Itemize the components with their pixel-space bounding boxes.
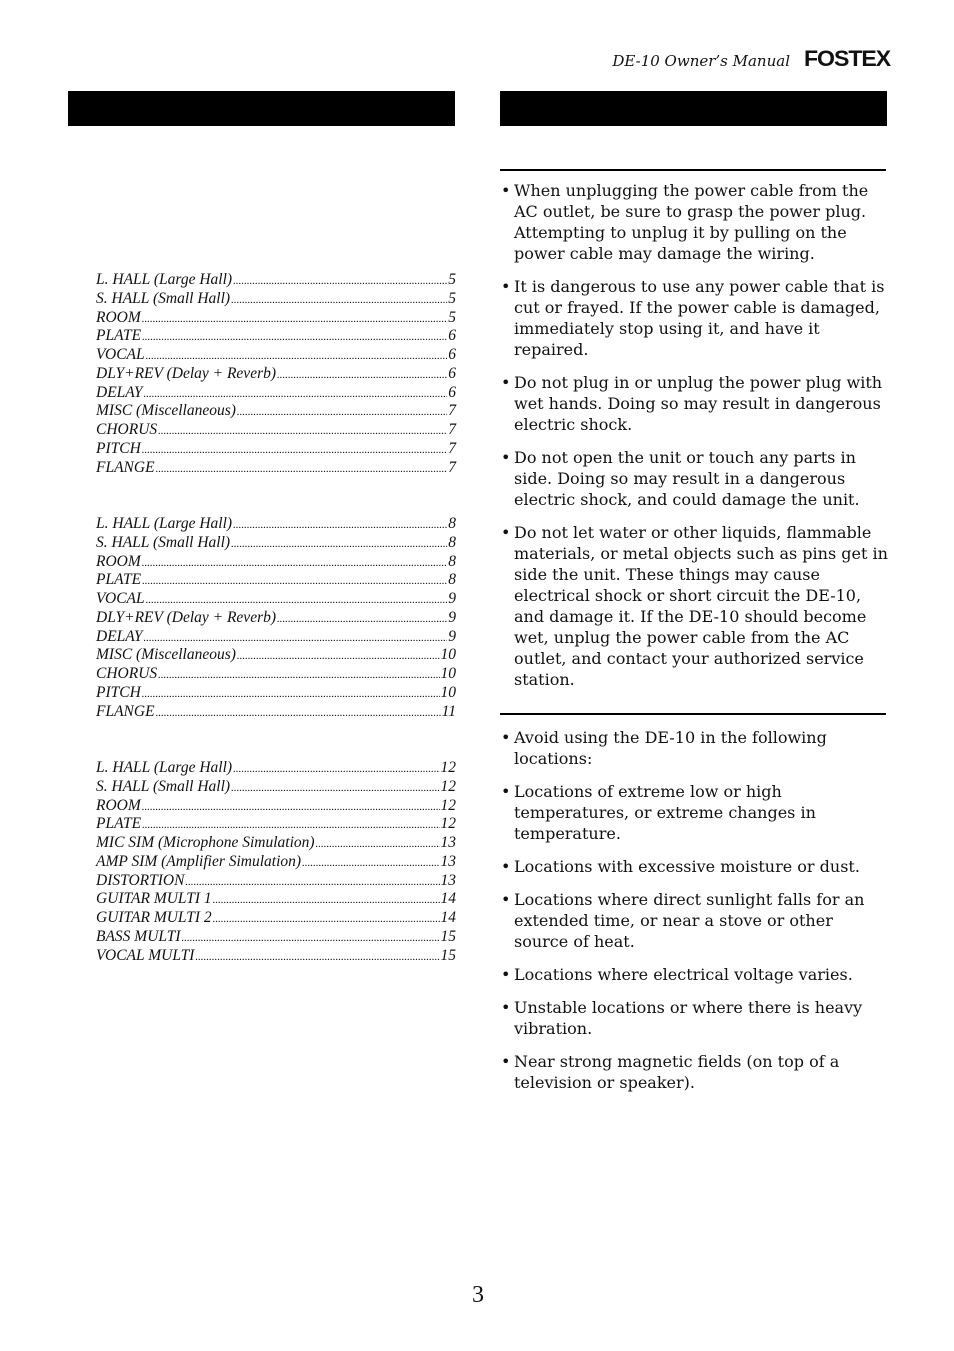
toc-entry[interactable]	[96, 309, 456, 328]
leader-dots	[302, 854, 439, 873]
bullet-item: • When unplugging the power cable from the AC outlet, be sure to grasp the power plug. Attempting to unplug it by pulling on the power cable may damage the wiring.	[500, 180, 890, 264]
toc-entry[interactable]	[96, 853, 456, 872]
page-number: 3	[472, 1282, 484, 1308]
toc-page: 6	[448, 383, 456, 401]
toc-label: PLATE	[96, 571, 142, 589]
toc-label: DLY+REV (Delay + Reverb)	[96, 364, 277, 382]
toc-label: L. HALL (Large Hall)	[96, 271, 233, 288]
toc-page: 5	[448, 271, 456, 288]
toc-label: ROOM	[96, 308, 141, 326]
toc-page: 8	[448, 552, 456, 570]
toc-entry[interactable]	[96, 365, 456, 384]
leader-dots	[142, 816, 439, 835]
toc-entry[interactable]	[96, 440, 456, 459]
bullet-item: • Locations with excessive moisture or dust.	[500, 856, 890, 877]
toc-entry[interactable]	[96, 590, 456, 609]
toc-page: 7	[448, 402, 456, 420]
toc-label: GUITAR MULTI 1	[96, 890, 212, 908]
toc-entry[interactable]	[96, 421, 456, 440]
toc-label: DISTORTION	[96, 871, 185, 889]
leader-dots	[146, 591, 448, 610]
toc-label: CHORUS	[96, 421, 158, 438]
toc-page: 13	[440, 852, 456, 870]
toc-label: VOCAL MULTI	[96, 946, 195, 964]
toc-page: 7	[448, 458, 456, 476]
toc-entry[interactable]	[96, 778, 456, 797]
toc-entry[interactable]	[96, 553, 456, 572]
toc-group-2	[96, 515, 456, 721]
toc-entry[interactable]	[96, 684, 456, 703]
leader-dots	[237, 647, 440, 666]
toc-label: DELAY	[96, 627, 143, 645]
toc-page: 10	[440, 683, 456, 701]
toc-page: 6	[448, 364, 456, 382]
leader-dots	[233, 760, 439, 779]
toc-page: 11	[441, 702, 456, 720]
toc-label: CHORUS	[96, 665, 158, 682]
leader-dots	[158, 422, 447, 441]
leader-dots	[146, 347, 448, 366]
toc-entry[interactable]	[96, 402, 456, 421]
leader-dots	[156, 704, 441, 723]
toc-page: 6	[448, 327, 456, 345]
toc-label: MISC (Miscellaneous)	[96, 646, 236, 664]
toc-page: 5	[448, 308, 456, 326]
bullet-item: • Do not open the unit or touch any parts in side. Doing so may result in a dangerous electric shock, and could damage the unit.	[500, 447, 890, 510]
bullet-item: • Do not let water or other liquids, flammable materials, or metal objects such as pins get in side the unit. These things may cause electrical shock or short circuit the DE-10, and damage it. If the DE-10 should become wet, unplug the power cable from the AC outlet, and contact your authorized service station.	[500, 522, 890, 690]
toc-entry[interactable]	[96, 928, 456, 947]
toc-entry[interactable]	[96, 290, 456, 309]
leader-dots	[142, 441, 447, 460]
power-cable-precautions	[500, 180, 890, 690]
toc-label: S. HALL (Small Hall)	[96, 289, 231, 307]
toc-entry[interactable]	[96, 909, 456, 928]
toc-group-1	[96, 271, 456, 477]
toc-label: FLANGE	[96, 702, 155, 720]
toc-group-3	[96, 759, 456, 965]
toc-label: VOCAL	[96, 590, 145, 607]
leader-dots	[233, 272, 447, 291]
toc-page: 12	[440, 815, 456, 833]
toc-page: 5	[448, 289, 456, 307]
toc-page: 9	[448, 608, 456, 626]
leader-dots	[231, 535, 447, 554]
toc-page: 10	[440, 665, 456, 682]
toc-label: S. HALL (Small Hall)	[96, 533, 231, 551]
toc-page: 9	[448, 627, 456, 645]
toc-page: 15	[440, 946, 456, 964]
toc-page: 14	[440, 890, 456, 908]
toc-page: 10	[440, 646, 456, 664]
toc-page: 9	[448, 590, 456, 607]
leader-dots	[142, 685, 440, 704]
leader-dots	[237, 403, 447, 422]
brand-logo: FOSTEX	[804, 46, 891, 71]
leader-dots	[195, 948, 439, 967]
toc-entry[interactable]	[96, 534, 456, 553]
toc-entry[interactable]	[96, 515, 456, 534]
toc-page: 8	[448, 571, 456, 589]
leader-dots	[277, 366, 447, 385]
toc-entry[interactable]	[96, 327, 456, 346]
left-title-bar	[68, 91, 455, 126]
toc-page: 12	[440, 796, 456, 814]
right-title-bar	[500, 91, 887, 126]
toc-label: PLATE	[96, 815, 142, 833]
leader-dots	[144, 629, 448, 648]
toc-entry[interactable]	[96, 609, 456, 628]
toc-entry[interactable]	[96, 815, 456, 834]
bullet-item: • Locations of extreme low or high temperatures, or extreme changes in temperature.	[500, 781, 890, 844]
leader-dots	[142, 328, 447, 347]
leader-dots	[231, 291, 447, 310]
leader-dots	[142, 572, 447, 591]
bullet-item: • Locations where direct sunlight falls for an extended time, or near a stove or other source of heat.	[500, 889, 890, 952]
toc-page: 8	[448, 515, 456, 532]
bullet-item: • Locations where electrical voltage varies.	[500, 964, 890, 985]
toc-entry[interactable]	[96, 872, 456, 891]
toc-entry[interactable]	[96, 384, 456, 403]
toc-label: ROOM	[96, 552, 141, 570]
toc-entry[interactable]	[96, 346, 456, 365]
bullet-item: • Avoid using the DE-10 in the following locations:	[500, 727, 890, 769]
leader-dots	[277, 610, 447, 629]
toc-page: 7	[448, 421, 456, 438]
toc-label: MIC SIM (Microphone Simulation)	[96, 834, 315, 851]
toc-page: 12	[440, 759, 456, 776]
leader-dots	[233, 516, 447, 535]
toc-entry[interactable]	[96, 703, 456, 722]
toc-label: MISC (Miscellaneous)	[96, 402, 236, 420]
section-rule	[500, 713, 886, 715]
leader-dots	[316, 835, 440, 854]
leader-dots	[142, 310, 447, 329]
leader-dots	[182, 929, 440, 948]
toc-entry[interactable]	[96, 459, 456, 478]
toc-entry[interactable]	[96, 947, 456, 966]
leader-dots	[213, 910, 440, 929]
toc-page: 13	[440, 834, 456, 851]
toc-label: PITCH	[96, 683, 141, 701]
leader-dots	[156, 460, 448, 479]
toc-label: L. HALL (Large Hall)	[96, 515, 233, 532]
toc-label: VOCAL	[96, 346, 145, 363]
bullet-item: • It is dangerous to use any power cable that is cut or frayed. If the power cable is damaged, immediately stop using it, and have it repaired.	[500, 276, 890, 360]
toc-label: L. HALL (Large Hall)	[96, 759, 233, 776]
toc-entry[interactable]	[96, 628, 456, 647]
leader-dots	[231, 779, 439, 798]
toc-label: ROOM	[96, 796, 141, 814]
toc-page: 12	[440, 777, 456, 795]
toc-page: 15	[440, 927, 456, 945]
toc-entry[interactable]	[96, 890, 456, 909]
leader-dots	[213, 891, 440, 910]
toc-entry[interactable]	[96, 834, 456, 853]
toc-page: 13	[440, 871, 456, 889]
toc-label: AMP SIM (Amplifier Simulation)	[96, 852, 302, 870]
section-rule	[500, 169, 886, 171]
toc-label: DELAY	[96, 383, 143, 401]
bullet-item: • Do not plug in or unplug the power plug with wet hands. Doing so may result in dangerous electric shock.	[500, 372, 890, 435]
location-precautions	[500, 727, 890, 1093]
manual-title: DE-10 Owner’s Manual	[612, 52, 790, 70]
toc-label: GUITAR MULTI 2	[96, 909, 212, 926]
toc-entry[interactable]	[96, 271, 456, 290]
leader-dots	[142, 554, 447, 573]
toc-page: 8	[448, 533, 456, 551]
toc-entry[interactable]	[96, 665, 456, 684]
toc-label: BASS MULTI	[96, 927, 181, 945]
toc-label: FLANGE	[96, 458, 155, 476]
toc-label: PLATE	[96, 327, 142, 345]
leader-dots	[158, 666, 439, 685]
toc-page: 14	[440, 909, 456, 926]
toc-page: 6	[448, 346, 456, 363]
toc-page: 7	[448, 439, 456, 457]
toc-label: PITCH	[96, 439, 141, 457]
toc-entry[interactable]	[96, 759, 456, 778]
toc-entry[interactable]	[96, 646, 456, 665]
toc-entry[interactable]	[96, 571, 456, 590]
toc-label: DLY+REV (Delay + Reverb)	[96, 608, 277, 626]
toc-entry[interactable]	[96, 797, 456, 816]
toc-label: S. HALL (Small Hall)	[96, 777, 231, 795]
leader-dots	[142, 798, 440, 817]
bullet-item: • Near strong magnetic fields (on top of a television or speaker).	[500, 1051, 890, 1093]
leader-dots	[144, 385, 448, 404]
bullet-item: • Unstable locations or where there is heavy vibration.	[500, 997, 890, 1039]
leader-dots	[185, 873, 439, 892]
